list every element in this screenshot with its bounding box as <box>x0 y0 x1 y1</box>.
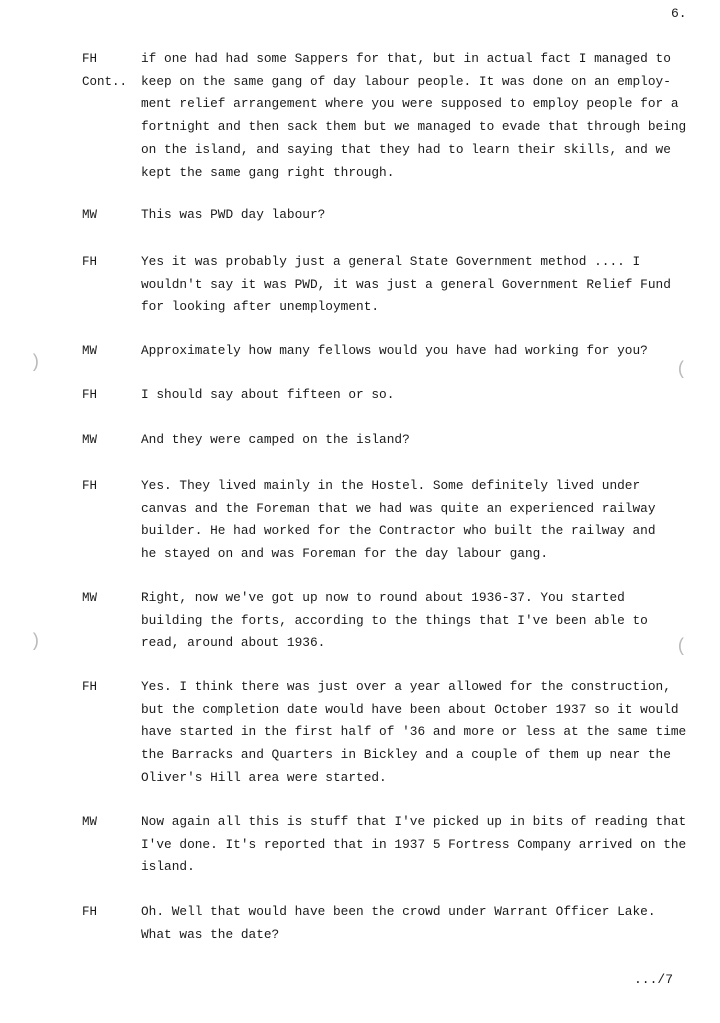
continuation-marker: .../7 <box>634 972 674 987</box>
speech-line: Right, now we've got up now to round about 1936-37. You started <box>141 590 625 605</box>
speaker-label: FH <box>82 680 98 694</box>
speech-line: Yes. I think there was just over a year allowed for the construction, <box>141 679 671 694</box>
speech-line: on the island, and saying that they had to learn their skills, and we <box>141 141 671 157</box>
speech-line: Approximately how many fellows would you have had working for you? <box>141 343 648 358</box>
speech-text <box>141 251 701 319</box>
speech-line: if one had had some Sappers for that, but in actual fact I managed to <box>141 51 671 66</box>
speech-text <box>141 587 701 655</box>
speech-text <box>141 475 701 566</box>
speaker-label: FH <box>82 388 98 402</box>
punch-hole-mark: ( <box>676 360 687 380</box>
speech-line: Yes. They lived mainly in the Hostel. Some definitely lived under <box>141 478 641 493</box>
speaker-label: MW <box>82 815 98 829</box>
speech-line: I've done. It's reported that in 1937 5 Fortress Company arrived on the <box>141 836 687 852</box>
speech-line: Now again all this is stuff that I've picked up in bits of reading that <box>141 814 687 829</box>
speech-line: fortnight and then sack them but we managed to evade that through being <box>141 119 687 135</box>
speaker-label: MW <box>82 591 98 605</box>
speech-line: he stayed on and was Foreman for the day labour gang. <box>141 546 549 562</box>
speech-line: kept the same gang right through. <box>141 164 395 180</box>
speech-line: What was the date? <box>141 926 280 942</box>
speech-text <box>141 901 701 946</box>
punch-hole-mark: ( <box>676 637 687 657</box>
speech-line: builder. He had worked for the Contractor who built the railway and <box>141 523 656 539</box>
speech-line: wouldn't say it was PWD, it was just a general Government Relief Fund <box>141 276 671 292</box>
speech-text <box>141 204 701 227</box>
speech-line: Yes it was probably just a general State Government method .... I <box>141 254 641 269</box>
speech-line: the Barracks and Quarters in Bickley and a couple of them up near the <box>141 747 671 763</box>
speech-text <box>141 384 701 407</box>
speech-line: Oh. Well that would have been the crowd under Warrant Officer Lake. <box>141 904 656 919</box>
speech-line: ment relief arrangement where you were supposed to employ people for a <box>141 96 679 112</box>
speaker-label: FH <box>82 905 98 919</box>
speech-line: read, around about 1936. <box>141 635 326 651</box>
speech-line: This was PWD day labour? <box>141 207 326 222</box>
speech-line: Oliver's Hill area were started. <box>141 769 387 785</box>
speech-line: but the completion date would have been about October 1937 so it would <box>141 701 679 717</box>
speech-line: island. <box>141 859 195 875</box>
punch-hole-mark: ) <box>30 353 41 373</box>
speech-line: building the forts, according to the things that I've been able to <box>141 612 648 628</box>
speech-line: And they were camped on the island? <box>141 432 410 447</box>
punch-hole-mark: ) <box>30 632 41 652</box>
speaker-label: MW <box>82 433 98 447</box>
speech-text <box>141 676 701 790</box>
speaker-label: FH <box>82 479 98 493</box>
speech-text <box>141 340 701 363</box>
speech-line: for looking after unemployment. <box>141 299 380 315</box>
speech-text <box>141 811 701 879</box>
speech-text <box>141 48 701 184</box>
page-number: 6. <box>671 6 687 21</box>
speech-line: have started in the first half of '36 and more or less at the same time <box>141 724 687 740</box>
speaker-label: FH <box>82 255 98 269</box>
speech-line: keep on the same gang of day labour people. It was done on an employ- <box>141 73 671 89</box>
speaker-label: MW <box>82 344 98 358</box>
speech-line: canvas and the Foreman that we had was quite an experienced railway <box>141 500 656 516</box>
speaker-label: MW <box>82 208 98 222</box>
speech-text <box>141 429 701 452</box>
speech-line: I should say about fifteen or so. <box>141 387 395 402</box>
speaker-label: FH Cont.. <box>82 52 128 89</box>
